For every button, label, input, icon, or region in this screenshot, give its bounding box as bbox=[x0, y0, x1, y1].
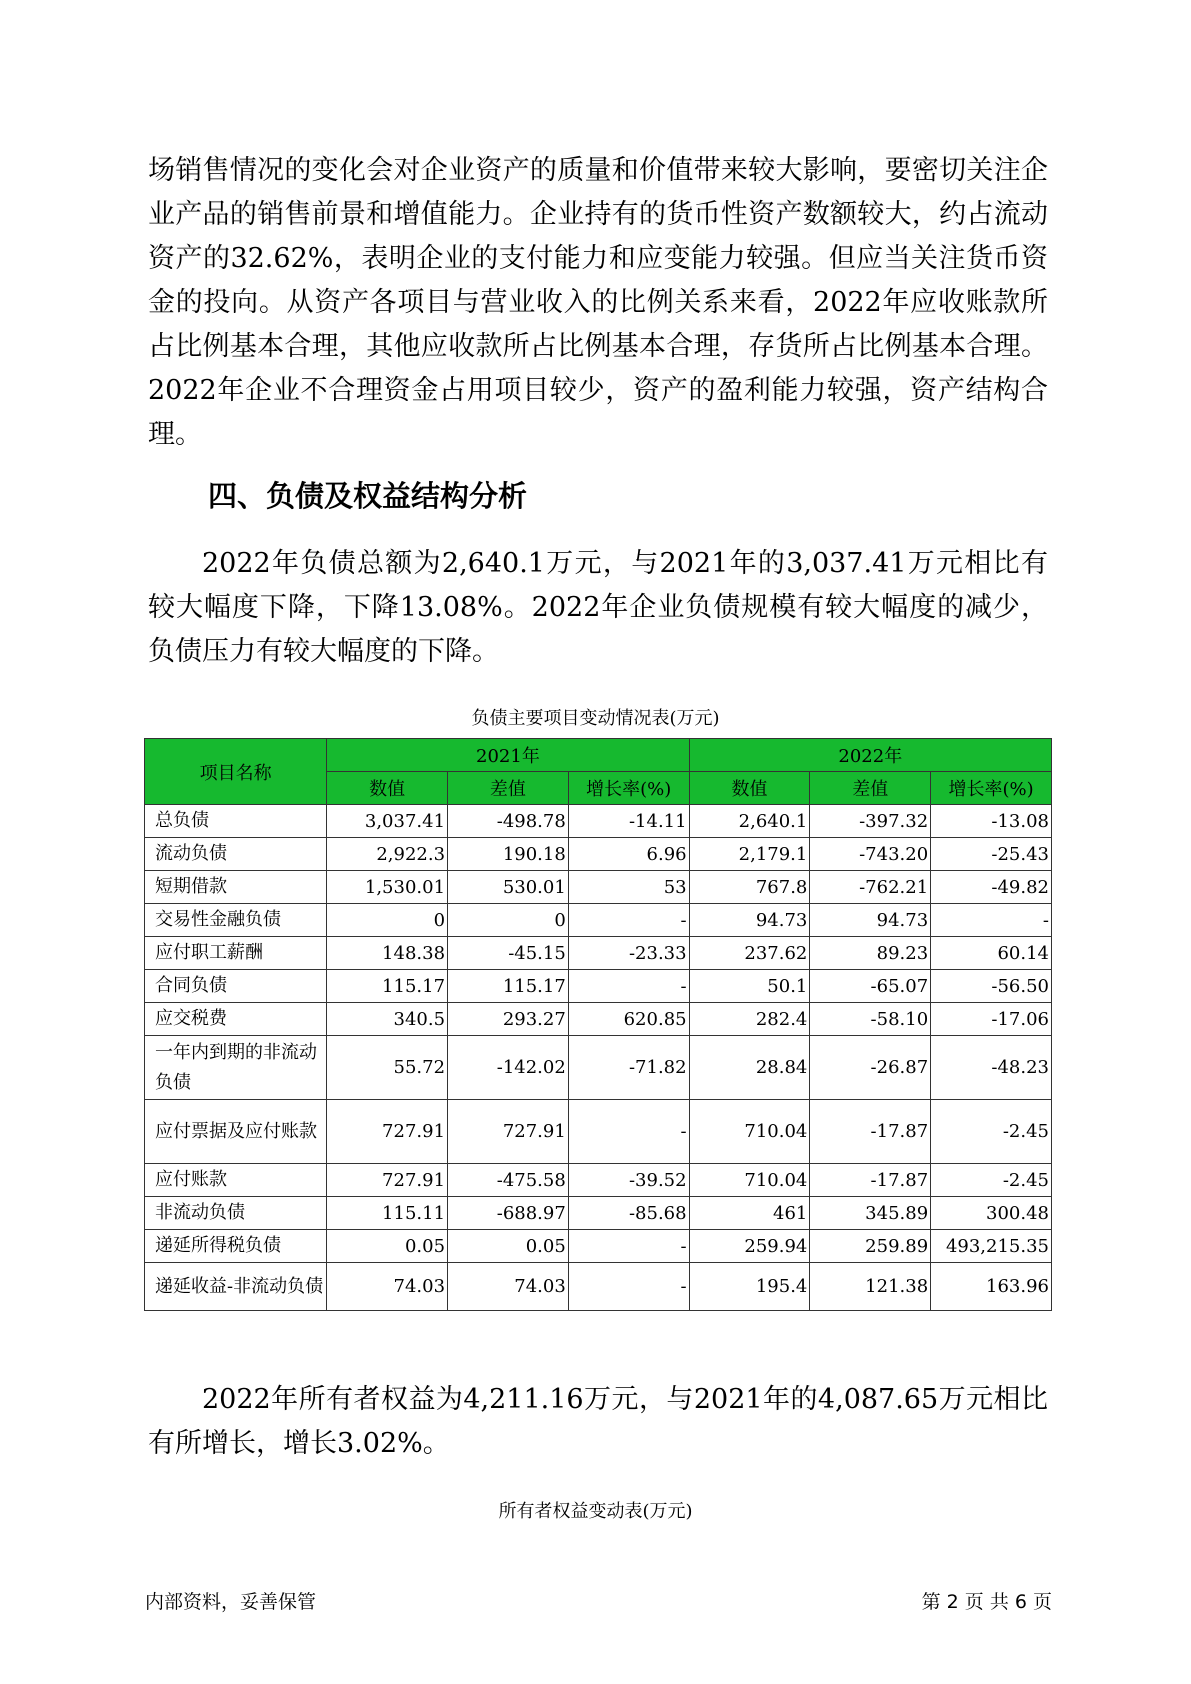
cell-d1: 74.03 bbox=[448, 1263, 569, 1311]
cell-v2: 28.84 bbox=[689, 1036, 810, 1100]
cell-d2: -743.20 bbox=[810, 838, 931, 871]
row-item-name: 流动负债 bbox=[145, 838, 327, 871]
cell-d1: 190.18 bbox=[448, 838, 569, 871]
row-item-name: 交易性金融负债 bbox=[145, 904, 327, 937]
cell-d1: -45.15 bbox=[448, 937, 569, 970]
paragraph-equity-summary: 2022年所有者权益为4,211.16万元，与2021年的4,087.65万元相比有所增长，增长3.02%。 bbox=[148, 1384, 1048, 1459]
cell-d1: -688.97 bbox=[448, 1197, 569, 1230]
cell-r2: -17.06 bbox=[931, 1003, 1052, 1036]
table-row bbox=[145, 1230, 1052, 1263]
table-row bbox=[145, 970, 1052, 1003]
cell-v2: 94.73 bbox=[689, 904, 810, 937]
cell-v1: 74.03 bbox=[327, 1263, 448, 1311]
cell-d1: 0.05 bbox=[448, 1230, 569, 1263]
cell-r1: - bbox=[568, 1230, 689, 1263]
header-diff: 差值 bbox=[810, 772, 931, 805]
cell-r1: - bbox=[568, 970, 689, 1003]
table-row bbox=[145, 838, 1052, 871]
cell-r2: 163.96 bbox=[931, 1263, 1052, 1311]
cell-v2: 461 bbox=[689, 1197, 810, 1230]
row-item-name: 应交税费 bbox=[145, 1003, 327, 1036]
footer-confidential-note: 内部资料，妥善保管 bbox=[145, 1591, 317, 1613]
row-item-name: 递延所得税负债 bbox=[145, 1230, 327, 1263]
cell-r2: -25.43 bbox=[931, 838, 1052, 871]
cell-r2: -13.08 bbox=[931, 805, 1052, 838]
cell-v1: 340.5 bbox=[327, 1003, 448, 1036]
cell-v1: 0 bbox=[327, 904, 448, 937]
cell-r1: -14.11 bbox=[568, 805, 689, 838]
cell-r2: 300.48 bbox=[931, 1197, 1052, 1230]
cell-r2: 493,215.35 bbox=[931, 1230, 1052, 1263]
table-row bbox=[145, 1036, 1052, 1100]
cell-v2: 2,179.1 bbox=[689, 838, 810, 871]
table-row bbox=[145, 1263, 1052, 1311]
cell-r1: 53 bbox=[568, 871, 689, 904]
cell-d2: 259.89 bbox=[810, 1230, 931, 1263]
cell-v1: 148.38 bbox=[327, 937, 448, 970]
cell-v1: 0.05 bbox=[327, 1230, 448, 1263]
cell-r2: -56.50 bbox=[931, 970, 1052, 1003]
cell-v1: 2,922.3 bbox=[327, 838, 448, 871]
table-row bbox=[145, 1100, 1052, 1164]
cell-d2: 89.23 bbox=[810, 937, 931, 970]
cell-r1: -71.82 bbox=[568, 1036, 689, 1100]
cell-r1: -39.52 bbox=[568, 1164, 689, 1197]
cell-v2: 50.1 bbox=[689, 970, 810, 1003]
cell-v2: 282.4 bbox=[689, 1003, 810, 1036]
cell-d1: 530.01 bbox=[448, 871, 569, 904]
header-growth: 增长率(%) bbox=[568, 772, 689, 805]
liabilities-table bbox=[144, 738, 1052, 1311]
cell-d1: -142.02 bbox=[448, 1036, 569, 1100]
cell-v1: 727.91 bbox=[327, 1164, 448, 1197]
cell-r1: 620.85 bbox=[568, 1003, 689, 1036]
cell-d2: 94.73 bbox=[810, 904, 931, 937]
cell-d2: 121.38 bbox=[810, 1263, 931, 1311]
table-row bbox=[145, 1197, 1052, 1230]
section-heading: 四、负债及权益结构分析 bbox=[208, 479, 528, 513]
row-item-name: 合同负债 bbox=[145, 970, 327, 1003]
header-value: 数值 bbox=[689, 772, 810, 805]
cell-d1: 0 bbox=[448, 904, 569, 937]
cell-d2: 345.89 bbox=[810, 1197, 931, 1230]
table-row bbox=[145, 1003, 1052, 1036]
header-year-2022: 2022年 bbox=[689, 739, 1051, 772]
table-row bbox=[145, 871, 1052, 904]
table-caption-liabilities: 负债主要项目变动情况表(万元) bbox=[471, 708, 720, 729]
cell-r2: -48.23 bbox=[931, 1036, 1052, 1100]
cell-r2: -2.45 bbox=[931, 1164, 1052, 1197]
cell-d2: -58.10 bbox=[810, 1003, 931, 1036]
cell-d2: -65.07 bbox=[810, 970, 931, 1003]
row-item-name: 非流动负债 bbox=[145, 1197, 327, 1230]
header-growth: 增长率(%) bbox=[931, 772, 1052, 805]
cell-r2: - bbox=[931, 904, 1052, 937]
cell-d1: 727.91 bbox=[448, 1100, 569, 1164]
cell-v1: 1,530.01 bbox=[327, 871, 448, 904]
cell-v2: 710.04 bbox=[689, 1164, 810, 1197]
paragraph-liability-summary: 2022年负债总额为2,640.1万元，与2021年的3,037.41万元相比有较大幅度下降，下降13.08%。2022年企业负债规模有较大幅度的减少，负债压力有较大幅度的下降。 bbox=[148, 548, 1048, 667]
header-item-name: 项目名称 bbox=[145, 739, 327, 805]
row-item-name: 应付职工薪酬 bbox=[145, 937, 327, 970]
header-value: 数值 bbox=[327, 772, 448, 805]
cell-d1: -475.58 bbox=[448, 1164, 569, 1197]
table-caption-equity: 所有者权益变动表(万元) bbox=[498, 1501, 693, 1522]
cell-r2: -2.45 bbox=[931, 1100, 1052, 1164]
cell-d2: -397.32 bbox=[810, 805, 931, 838]
row-item-name: 应付票据及应付账款 bbox=[145, 1100, 327, 1164]
cell-r2: -49.82 bbox=[931, 871, 1052, 904]
row-item-name: 总负债 bbox=[145, 805, 327, 838]
cell-d1: -498.78 bbox=[448, 805, 569, 838]
row-item-name: 一年内到期的非流动负债 bbox=[145, 1036, 327, 1100]
cell-v2: 767.8 bbox=[689, 871, 810, 904]
footer-page-number: 第 2 页 共 6 页 bbox=[921, 1591, 1052, 1613]
cell-r1: -85.68 bbox=[568, 1197, 689, 1230]
cell-v2: 710.04 bbox=[689, 1100, 810, 1164]
cell-d2: -26.87 bbox=[810, 1036, 931, 1100]
table-row bbox=[145, 937, 1052, 970]
cell-d2: -17.87 bbox=[810, 1164, 931, 1197]
table-row bbox=[145, 1164, 1052, 1197]
cell-r1: -23.33 bbox=[568, 937, 689, 970]
table-row bbox=[145, 904, 1052, 937]
cell-d2: -762.21 bbox=[810, 871, 931, 904]
cell-v1: 727.91 bbox=[327, 1100, 448, 1164]
cell-r1: 6.96 bbox=[568, 838, 689, 871]
table-row bbox=[145, 805, 1052, 838]
cell-v1: 3,037.41 bbox=[327, 805, 448, 838]
cell-v1: 115.17 bbox=[327, 970, 448, 1003]
row-item-name: 递延收益-非流动负债 bbox=[145, 1263, 327, 1311]
cell-v2: 195.4 bbox=[689, 1263, 810, 1311]
cell-v1: 115.11 bbox=[327, 1197, 448, 1230]
liabilities-table-body bbox=[145, 805, 1052, 1311]
cell-d2: -17.87 bbox=[810, 1100, 931, 1164]
paragraph-asset-analysis: 场销售情况的变化会对企业资产的质量和价值带来较大影响，要密切关注企业产品的销售前景和增值能力。企业持有的货币性资产数额较大，约占流动资产的32.62%，表明企业的支付能力和应变能力较强。但应当关注货币资金的投向。从资产各项目与营业收入的比例关系来看，2022年应收账款所占比例基本合理，其他应收款所占比例基本合理，存货所占比例基本合理。2022年企业不合理资金占用项目较少，资产的盈利能力较强，资产结构合理。 bbox=[148, 155, 1048, 450]
cell-v2: 237.62 bbox=[689, 937, 810, 970]
cell-r1: - bbox=[568, 904, 689, 937]
cell-v2: 259.94 bbox=[689, 1230, 810, 1263]
row-item-name: 短期借款 bbox=[145, 871, 327, 904]
cell-r1: - bbox=[568, 1100, 689, 1164]
cell-d1: 115.17 bbox=[448, 970, 569, 1003]
cell-r1: - bbox=[568, 1263, 689, 1311]
cell-v1: 55.72 bbox=[327, 1036, 448, 1100]
row-item-name: 应付账款 bbox=[145, 1164, 327, 1197]
header-diff: 差值 bbox=[448, 772, 569, 805]
cell-v2: 2,640.1 bbox=[689, 805, 810, 838]
cell-r2: 60.14 bbox=[931, 937, 1052, 970]
header-year-2021: 2021年 bbox=[327, 739, 689, 772]
cell-d1: 293.27 bbox=[448, 1003, 569, 1036]
